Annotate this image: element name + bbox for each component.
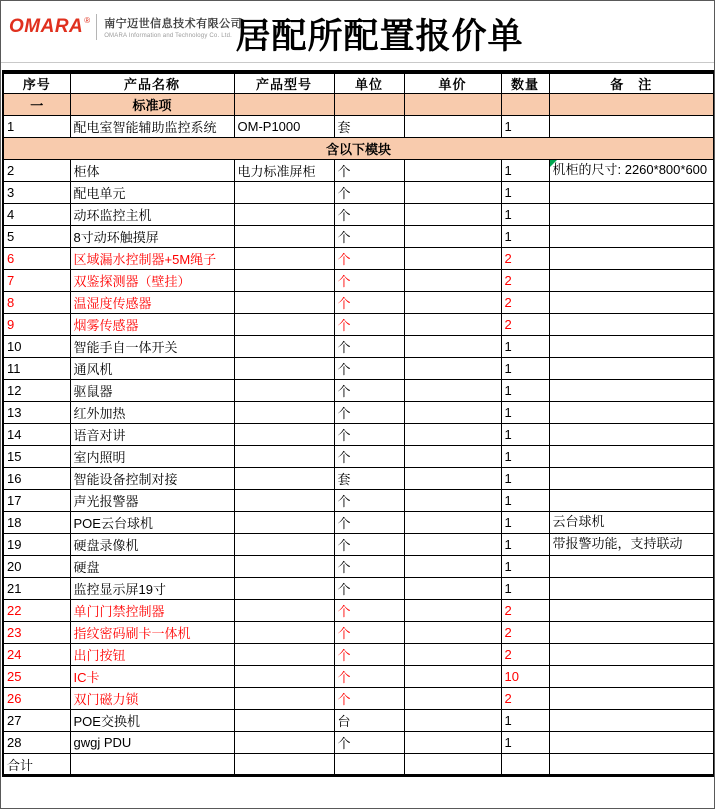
cell-qty: 1 — [501, 556, 549, 578]
cell-remark — [549, 732, 714, 754]
cell-name: 语音对讲 — [70, 424, 234, 446]
cell-remark: 机柜的尺寸: 2260*800*600 — [549, 160, 714, 182]
cell-price — [404, 666, 501, 688]
product-row — [3, 578, 714, 600]
cell-qty: 10 — [501, 666, 549, 688]
product-row — [3, 556, 714, 578]
cell-qty: 2 — [501, 644, 549, 666]
cell-unit: 个 — [334, 270, 404, 292]
cell-model — [234, 556, 334, 578]
cell-unit: 个 — [334, 600, 404, 622]
cell-no: 26 — [3, 688, 70, 710]
cell-remark: 云台球机 — [549, 512, 714, 534]
col-header-no: 序号 — [3, 72, 70, 94]
cell-model — [234, 270, 334, 292]
product-row — [3, 380, 714, 402]
cell-price — [404, 732, 501, 754]
cell-model — [234, 666, 334, 688]
cell-qty: 2 — [501, 270, 549, 292]
company-name-en: OMARA Information and Technology Co. Ltd. — [104, 33, 233, 39]
cell-qty: 1 — [501, 160, 549, 182]
cell-remark: 带报警功能，支持联动 — [549, 534, 714, 556]
table-header-row — [3, 72, 714, 94]
section-row-standard — [3, 94, 714, 116]
cell-unit: 个 — [334, 446, 404, 468]
cell-no: 27 — [3, 710, 70, 732]
cell-unit: 个 — [334, 314, 404, 336]
cell-qty: 1 — [501, 512, 549, 534]
cell-unit: 个 — [334, 248, 404, 270]
cell-qty: 1 — [501, 380, 549, 402]
cell-name: 指纹密码刷卡一体机 — [70, 622, 234, 644]
cell-price — [404, 512, 501, 534]
cell-qty: 1 — [501, 732, 549, 754]
cell-model — [234, 358, 334, 380]
cell-empty — [234, 754, 334, 776]
product-row — [3, 468, 714, 490]
cell-price — [404, 314, 501, 336]
cell-no: 14 — [3, 424, 70, 446]
cell-name: 出门按钮 — [70, 644, 234, 666]
cell-remark — [549, 468, 714, 490]
cell-price — [404, 292, 501, 314]
cell-price — [404, 468, 501, 490]
product-row-system — [3, 116, 714, 138]
cell-qty: 2 — [501, 688, 549, 710]
cell-model — [234, 292, 334, 314]
product-row — [3, 182, 714, 204]
cell-name: gwgj PDU — [70, 732, 234, 754]
cell-model — [234, 710, 334, 732]
section-row-modules — [3, 138, 714, 160]
cell-model: 电力标准屏柜 — [234, 160, 334, 182]
cell-remark — [549, 644, 714, 666]
cell-qty: 2 — [501, 622, 549, 644]
cell-name: 区域漏水控制器+5M绳子 — [70, 248, 234, 270]
cell-remark — [549, 248, 714, 270]
cell-qty: 2 — [501, 314, 549, 336]
cell-remark — [549, 622, 714, 644]
cell-unit: 个 — [334, 622, 404, 644]
cell-unit: 个 — [334, 688, 404, 710]
cell-remark — [549, 710, 714, 732]
cell-name: 配电单元 — [70, 182, 234, 204]
cell-price — [404, 204, 501, 226]
cell-name: 单门门禁控制器 — [70, 600, 234, 622]
cell-model — [234, 468, 334, 490]
cell-remark — [549, 270, 714, 292]
cell-model — [234, 578, 334, 600]
col-header-quantity: 数量 — [501, 72, 549, 94]
col-header-model: 产品型号 — [234, 72, 334, 94]
cell-price — [404, 446, 501, 468]
cell-remark — [549, 204, 714, 226]
cell-no: 16 — [3, 468, 70, 490]
product-row — [3, 270, 714, 292]
product-row — [3, 644, 714, 666]
cell-unit: 个 — [334, 578, 404, 600]
product-row — [3, 666, 714, 688]
cell-qty: 1 — [501, 710, 549, 732]
cell-empty — [404, 94, 501, 116]
cell-model — [234, 622, 334, 644]
cell-model — [234, 732, 334, 754]
cell-unit: 个 — [334, 358, 404, 380]
cell-price — [404, 578, 501, 600]
cell-no: 10 — [3, 336, 70, 358]
cell-no: 28 — [3, 732, 70, 754]
cell-no: 7 — [3, 270, 70, 292]
cell-remark — [549, 490, 714, 512]
cell-no: 15 — [3, 446, 70, 468]
header-table-gap — [1, 63, 714, 70]
cell-remark — [549, 688, 714, 710]
cell-model — [234, 424, 334, 446]
cell-unit: 个 — [334, 292, 404, 314]
col-header-product-name: 产品名称 — [70, 72, 234, 94]
cell-no: 21 — [3, 578, 70, 600]
cell-model — [234, 336, 334, 358]
cell-name: 烟雾传感器 — [70, 314, 234, 336]
product-row — [3, 226, 714, 248]
cell-model — [234, 182, 334, 204]
cell-no: 9 — [3, 314, 70, 336]
cell-price — [404, 534, 501, 556]
product-row — [3, 204, 714, 226]
cell-remark — [549, 578, 714, 600]
product-row — [3, 424, 714, 446]
cell-unit: 个 — [334, 644, 404, 666]
cell-unit: 个 — [334, 380, 404, 402]
page-title: 居配所配置报价单 — [235, 17, 524, 56]
cell-unit: 套 — [334, 468, 404, 490]
cell-model — [234, 226, 334, 248]
cell-no: 4 — [3, 204, 70, 226]
cell-unit: 个 — [334, 424, 404, 446]
cell-qty: 1 — [501, 490, 549, 512]
cell-unit: 个 — [334, 666, 404, 688]
cell-price — [404, 380, 501, 402]
product-row — [3, 402, 714, 424]
cell-name: 通风机 — [70, 358, 234, 380]
cell-model — [234, 446, 334, 468]
product-row — [3, 732, 714, 754]
cell-name: 温湿度传感器 — [70, 292, 234, 314]
cell-price — [404, 490, 501, 512]
product-row — [3, 160, 714, 182]
cell-price — [404, 556, 501, 578]
cell-unit: 个 — [334, 402, 404, 424]
cell-name: 监控显示屏19寸 — [70, 578, 234, 600]
cell-section-label: 标准项 — [70, 94, 234, 116]
cell-price — [404, 644, 501, 666]
cell-unit: 个 — [334, 534, 404, 556]
cell-price — [404, 116, 501, 138]
cell-qty: 2 — [501, 600, 549, 622]
cell-empty — [334, 94, 404, 116]
cell-model — [234, 512, 334, 534]
cell-remark — [549, 336, 714, 358]
cell-no: 6 — [3, 248, 70, 270]
cell-model — [234, 380, 334, 402]
cell-remark — [549, 314, 714, 336]
cell-no: 25 — [3, 666, 70, 688]
cell-price — [404, 688, 501, 710]
cell-no: 23 — [3, 622, 70, 644]
cell-no: 18 — [3, 512, 70, 534]
cell-no: 5 — [3, 226, 70, 248]
cell-empty — [404, 754, 501, 776]
cell-price — [404, 160, 501, 182]
cell-qty: 1 — [501, 468, 549, 490]
cell-remark — [549, 556, 714, 578]
col-header-unit: 单位 — [334, 72, 404, 94]
cell-qty: 1 — [501, 336, 549, 358]
total-row — [3, 754, 714, 776]
quotation-table — [2, 70, 715, 777]
cell-remark — [549, 182, 714, 204]
product-row — [3, 446, 714, 468]
cell-remark — [549, 600, 714, 622]
cell-price — [404, 248, 501, 270]
cell-name: 声光报警器 — [70, 490, 234, 512]
cell-price — [404, 622, 501, 644]
cell-qty: 1 — [501, 578, 549, 600]
cell-no: 20 — [3, 556, 70, 578]
cell-no: 1 — [3, 116, 70, 138]
product-row — [3, 314, 714, 336]
cell-qty: 1 — [501, 402, 549, 424]
company-name-cn: 南宁迈世信息技术有限公司 — [104, 18, 243, 30]
cell-qty: 2 — [501, 292, 549, 314]
cell-name: 柜体 — [70, 160, 234, 182]
cell-empty — [70, 754, 234, 776]
cell-name: 8寸动环触摸屏 — [70, 226, 234, 248]
cell-unit: 个 — [334, 226, 404, 248]
cell-qty: 1 — [501, 424, 549, 446]
cell-no: 22 — [3, 600, 70, 622]
cell-no: 13 — [3, 402, 70, 424]
cell-unit: 个 — [334, 204, 404, 226]
cell-qty: 1 — [501, 182, 549, 204]
cell-model — [234, 402, 334, 424]
cell-empty — [334, 754, 404, 776]
cell-name: 红外加热 — [70, 402, 234, 424]
cell-name: 智能手自一体开关 — [70, 336, 234, 358]
cell-empty — [501, 94, 549, 116]
cell-no: 19 — [3, 534, 70, 556]
cell-no: 2 — [3, 160, 70, 182]
cell-model — [234, 688, 334, 710]
cell-empty — [549, 754, 714, 776]
cell-no: 3 — [3, 182, 70, 204]
cell-unit: 个 — [334, 490, 404, 512]
brand-wordmark: OMARA — [9, 16, 84, 37]
cell-unit: 台 — [334, 710, 404, 732]
cell-name: POE云台球机 — [70, 512, 234, 534]
cell-name: 配电室智能辅助监控系统 — [70, 116, 234, 138]
cell-empty — [234, 94, 334, 116]
product-row — [3, 292, 714, 314]
cell-price — [404, 600, 501, 622]
cell-name: 硬盘录像机 — [70, 534, 234, 556]
cell-price — [404, 710, 501, 732]
cell-remark — [549, 358, 714, 380]
cell-remark — [549, 446, 714, 468]
cell-model — [234, 248, 334, 270]
cell-unit: 个 — [334, 336, 404, 358]
cell-unit: 套 — [334, 116, 404, 138]
cell-unit: 个 — [334, 182, 404, 204]
cell-no: 8 — [3, 292, 70, 314]
cell-remark — [549, 380, 714, 402]
cell-unit: 个 — [334, 512, 404, 534]
cell-qty: 2 — [501, 248, 549, 270]
cell-remark — [549, 292, 714, 314]
cell-price — [404, 270, 501, 292]
cell-empty — [549, 94, 714, 116]
col-header-remark: 备 注 — [549, 72, 714, 94]
product-row — [3, 710, 714, 732]
cell-name: 双鉴探测器（壁挂） — [70, 270, 234, 292]
cell-qty: 1 — [501, 534, 549, 556]
cell-price — [404, 336, 501, 358]
cell-qty: 1 — [501, 204, 549, 226]
cell-qty: 1 — [501, 358, 549, 380]
cell-name: IC卡 — [70, 666, 234, 688]
product-row — [3, 512, 714, 534]
product-row — [3, 358, 714, 380]
product-row — [3, 248, 714, 270]
cell-unit: 个 — [334, 556, 404, 578]
cell-price — [404, 182, 501, 204]
cell-name: 动环监控主机 — [70, 204, 234, 226]
cell-price — [404, 358, 501, 380]
cell-name: 智能设备控制对接 — [70, 468, 234, 490]
cell-name: 双门磁力锁 — [70, 688, 234, 710]
col-header-unit-price: 单价 — [404, 72, 501, 94]
comment-flag-icon — [550, 160, 557, 167]
cell-no: 24 — [3, 644, 70, 666]
cell-no: 12 — [3, 380, 70, 402]
cell-remark — [549, 226, 714, 248]
cell-total-label: 合计 — [3, 754, 70, 776]
cell-remark — [549, 402, 714, 424]
cell-price — [404, 226, 501, 248]
cell-no: 17 — [3, 490, 70, 512]
cell-price — [404, 424, 501, 446]
doc-header — [1, 1, 714, 63]
product-row — [3, 534, 714, 556]
cell-name: 硬盘 — [70, 556, 234, 578]
cell-model: OM-P1000 — [234, 116, 334, 138]
cell-model — [234, 644, 334, 666]
cell-name: 室内照明 — [70, 446, 234, 468]
cell-name: POE交换机 — [70, 710, 234, 732]
cell-qty: 1 — [501, 226, 549, 248]
product-row — [3, 688, 714, 710]
cell-remark — [549, 116, 714, 138]
cell-model — [234, 534, 334, 556]
cell-no: 11 — [3, 358, 70, 380]
cell-model — [234, 204, 334, 226]
registered-trademark-icon: ® — [84, 15, 91, 25]
cell-model — [234, 600, 334, 622]
product-row — [3, 622, 714, 644]
cell-model — [234, 314, 334, 336]
product-row — [3, 490, 714, 512]
product-row — [3, 336, 714, 358]
cell-qty: 1 — [501, 446, 549, 468]
cell-unit: 个 — [334, 160, 404, 182]
cell-modules-label: 含以下模块 — [3, 138, 714, 160]
cell-qty: 1 — [501, 116, 549, 138]
cell-remark — [549, 424, 714, 446]
cell-unit: 个 — [334, 732, 404, 754]
cell-section-no: 一 — [3, 94, 70, 116]
cell-remark — [549, 666, 714, 688]
cell-price — [404, 402, 501, 424]
cell-model — [234, 490, 334, 512]
cell-empty — [501, 754, 549, 776]
product-row — [3, 600, 714, 622]
cell-name: 驱鼠器 — [70, 380, 234, 402]
